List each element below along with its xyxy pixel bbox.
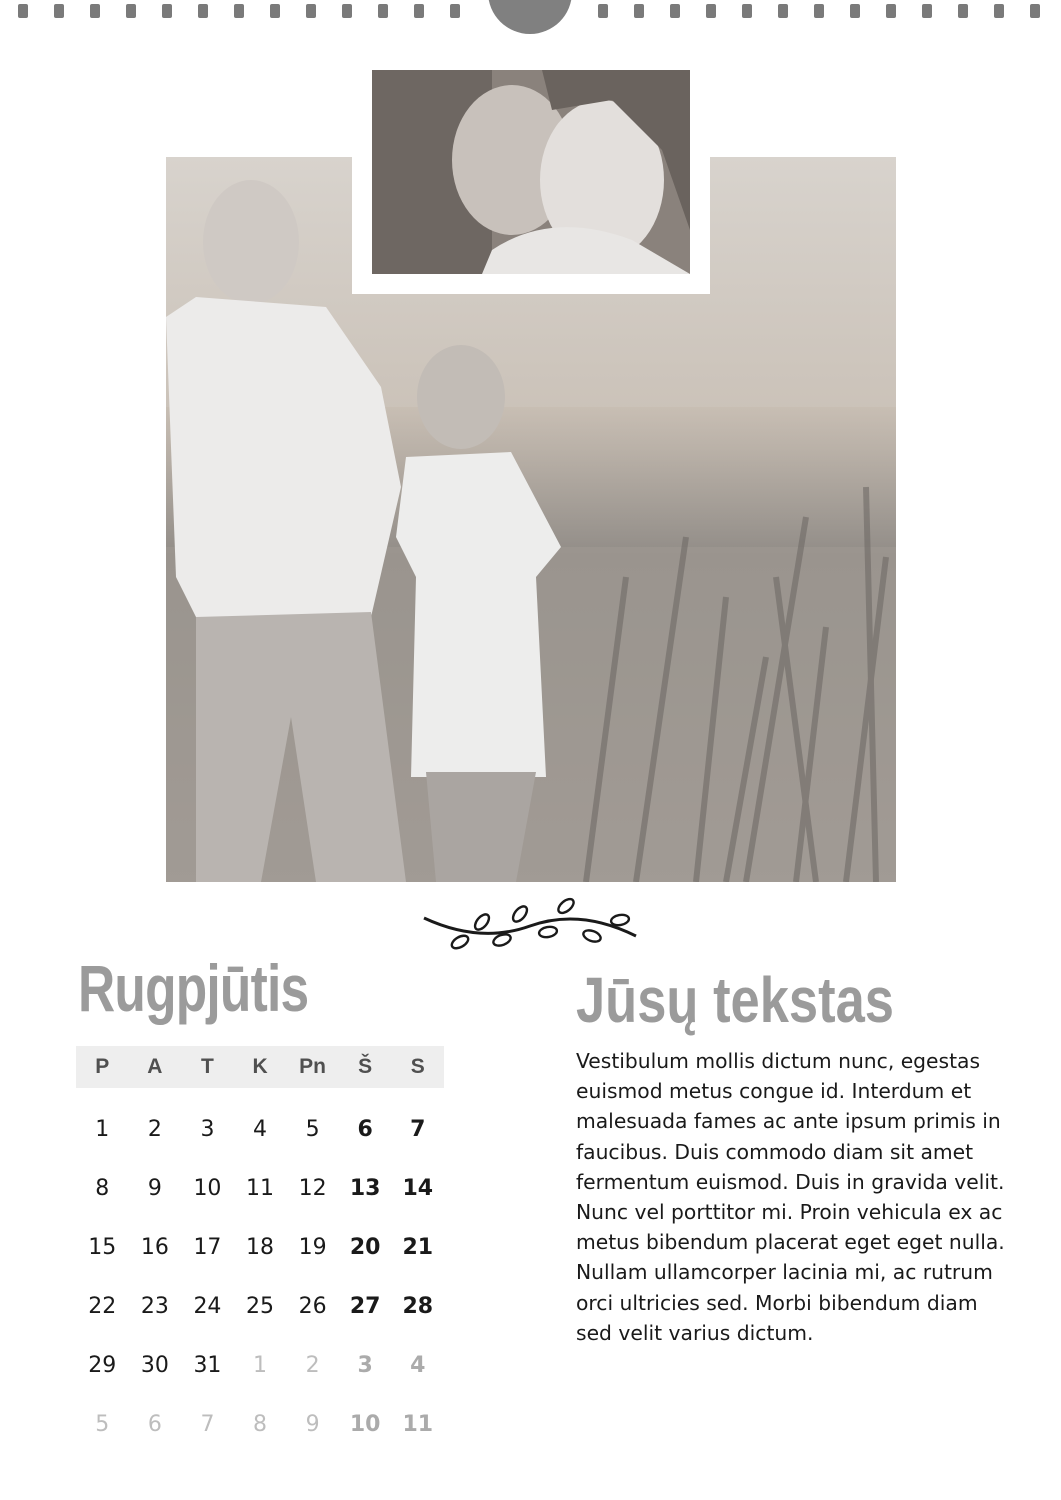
- spiral-binding: [0, 0, 1061, 40]
- calendar-day: 16: [140, 1235, 169, 1260]
- calendar-day: 23: [140, 1294, 169, 1319]
- calendar-day: 3: [200, 1117, 215, 1142]
- leaf-branch-icon: [420, 896, 640, 956]
- calendar-day-other-month: 9: [305, 1412, 320, 1437]
- calendar-week-row: [76, 1277, 444, 1336]
- calendar-day: 5: [305, 1117, 320, 1142]
- binding-ring: [450, 4, 460, 18]
- calendar-day-other-month: 7: [200, 1412, 215, 1437]
- calendar-day: 10: [193, 1176, 222, 1201]
- binding-ring: [742, 4, 752, 18]
- month-title: Rugpjūtis: [78, 951, 309, 1025]
- binding-ring: [958, 4, 968, 18]
- binding-ring: [414, 4, 424, 18]
- calendar-day: 24: [193, 1294, 222, 1319]
- calendar-week-row: [76, 1100, 444, 1159]
- calendar-day-weekend: 13: [349, 1176, 381, 1201]
- calendar-day: 9: [147, 1176, 162, 1201]
- calendar-day-other-month: 1: [253, 1353, 268, 1378]
- hanger-hole-icon: [488, 0, 572, 34]
- calendar-week-row: [76, 1218, 444, 1277]
- binding-ring: [162, 4, 172, 18]
- calendar-day-weekend: 21: [402, 1235, 434, 1260]
- weekday-label: Š: [358, 1055, 373, 1078]
- calendar-day-other-month: 3: [357, 1353, 373, 1378]
- binding-ring: [706, 4, 716, 18]
- calendar-day-other-month: 10: [349, 1412, 381, 1437]
- calendar-day: 1: [95, 1117, 110, 1142]
- calendar-day-other-month: 4: [410, 1353, 426, 1378]
- binding-ring: [886, 4, 896, 18]
- calendar-day: 25: [246, 1294, 275, 1319]
- binding-ring: [634, 4, 644, 18]
- calendar-day: 12: [298, 1176, 327, 1201]
- weekday-label: K: [252, 1055, 268, 1078]
- binding-ring: [814, 4, 824, 18]
- binding-ring: [306, 4, 316, 18]
- binding-ring: [378, 4, 388, 18]
- binding-ring: [342, 4, 352, 18]
- calendar-day: 26: [298, 1294, 327, 1319]
- calendar-day: 8: [95, 1176, 110, 1201]
- calendar-week-row: [76, 1159, 444, 1218]
- calendar-week-row: [76, 1336, 444, 1395]
- calendar-day-other-month: 11: [402, 1412, 434, 1437]
- calendar-day-weekend: 6: [357, 1117, 373, 1142]
- calendar-day: 19: [298, 1235, 327, 1260]
- binding-ring: [90, 4, 100, 18]
- binding-ring: [922, 4, 932, 18]
- weekday-label: Pn: [299, 1055, 327, 1078]
- binding-ring: [850, 4, 860, 18]
- calendar-day: 4: [253, 1117, 268, 1142]
- calendar-day-other-month: 2: [305, 1353, 320, 1378]
- calendar-days: [76, 1100, 444, 1454]
- calendar-day: 31: [193, 1353, 222, 1378]
- calendar-day: 2: [147, 1117, 162, 1142]
- calendar-day: 18: [246, 1235, 275, 1260]
- binding-ring: [778, 4, 788, 18]
- calendar-day-other-month: 5: [95, 1412, 110, 1437]
- inset-photo: [372, 70, 690, 274]
- binding-ring: [670, 4, 680, 18]
- calendar-day-weekend: 14: [402, 1176, 434, 1201]
- calendar-day: 30: [140, 1353, 169, 1378]
- binding-ring: [126, 4, 136, 18]
- weekday-label: S: [410, 1055, 425, 1078]
- binding-ring: [270, 4, 280, 18]
- binding-ring: [198, 4, 208, 18]
- text-body: Vestibulum mollis dictum nunc, egestas euismod metus congue id. Interdum et malesuada fames ac ante ipsum primis in faucibus. Duis commodo diam sit amet fermentum euismod. Duis in gravida velit. Nunc vel porttitor mi. Proin vehicula ex ac metus bibendum placerat eget eget nulla. Nullam ullamcorper lacinia mi, ac rutrum orci ultricies sed. Morbi bibendum diam sed velit varius dictum.: [576, 1049, 1005, 1345]
- weekday-header: [76, 1046, 444, 1088]
- calendar-day: 15: [88, 1235, 117, 1260]
- weekday-label: A: [147, 1055, 163, 1078]
- calendar-day-weekend: 27: [349, 1294, 381, 1319]
- binding-ring: [234, 4, 244, 18]
- weekday-label: T: [201, 1055, 214, 1078]
- text-title: Jūsų tekstas: [576, 964, 894, 1036]
- calendar-day: 29: [88, 1353, 117, 1378]
- weekday-label: P: [95, 1055, 110, 1078]
- calendar-day-weekend: 7: [410, 1117, 426, 1142]
- binding-ring: [994, 4, 1004, 18]
- calendar-day-weekend: 28: [402, 1294, 434, 1319]
- calendar-week-row: [76, 1395, 444, 1454]
- calendar-day-weekend: 20: [349, 1235, 381, 1260]
- calendar-grid: [76, 1046, 444, 1454]
- calendar-day: 11: [246, 1176, 275, 1201]
- binding-ring: [54, 4, 64, 18]
- calendar-day-other-month: 8: [253, 1412, 268, 1437]
- binding-ring: [598, 4, 608, 18]
- calendar-day: 22: [88, 1294, 117, 1319]
- binding-ring: [1030, 4, 1040, 18]
- calendar-day-other-month: 6: [147, 1412, 162, 1437]
- binding-ring: [18, 4, 28, 18]
- calendar-day: 17: [193, 1235, 222, 1260]
